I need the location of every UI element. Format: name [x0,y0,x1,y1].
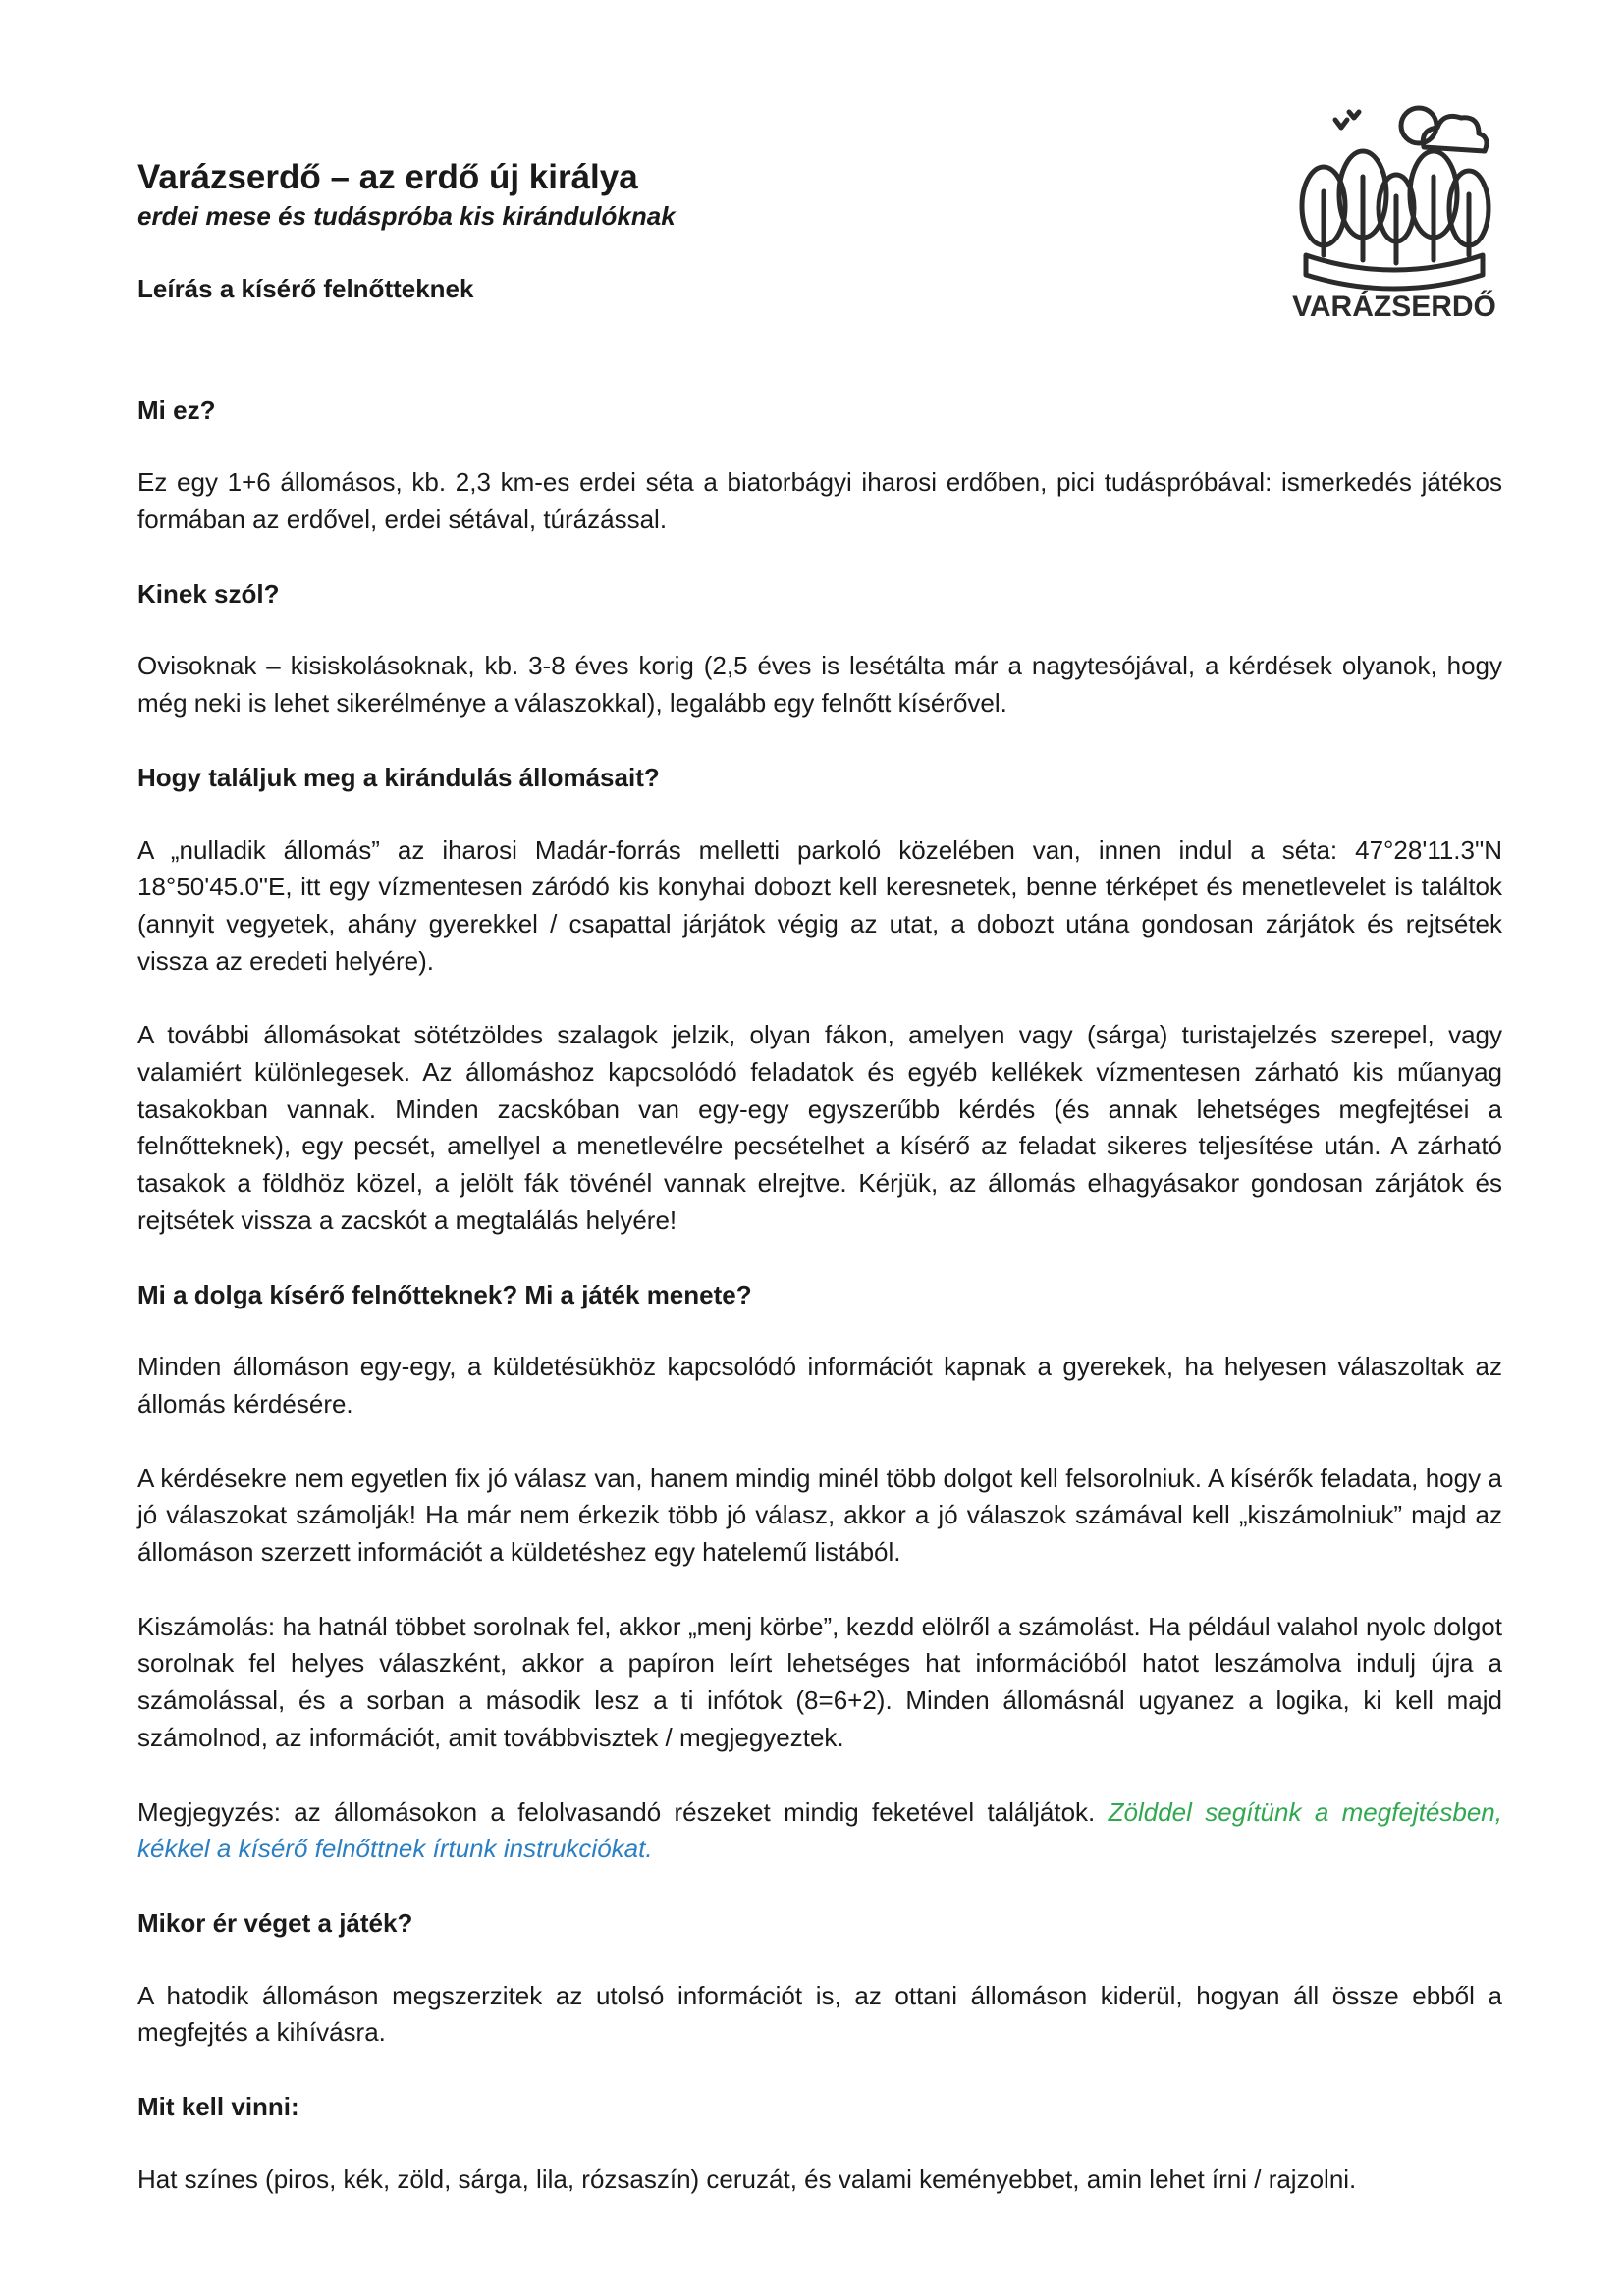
page-title: Varázserdő – az erdő új királya [137,158,638,196]
section-paragraph: Ovisoknak – kisiskolásoknak, kb. 3-8 éves korig (2,5 éves is lesétálta már a nagytesójával, a kérdések olyanok, hogy még neki is lehet sikerélménye a válaszokkal), legalább egy felnőtt kísérővel. [137,651,1502,719]
section-adult-role [137,1279,1502,1868]
section-game-end [137,1907,1502,2052]
section-heading: Hogy találjuk meg a kirándulás állomásait? [137,762,660,792]
page-subtitle: erdei mese és tudáspróba kis kirándulóknak [137,201,676,231]
section-heading: Mi ez? [137,395,216,425]
note-black-text: Megjegyzés: az állomásokon a felolvasandó részeket mindig feketével találjátok. [137,1796,1109,1827]
section-heading: Mikor ér véget a játék? [137,1907,413,1938]
section-paragraph: A további állomásokat sötétzöldes szalagok jelzik, olyan fákon, amelyen vagy (sárga) turistajelzés szerepel, vagy valamiért különlegesek. Az állomáshoz kapcsolódó feladatok és egyéb kellékek vízmentesen zárható kis műanyag tasakokban vannak. Minden zacskóban van egy-egy egyszerűbb kérdés (és annak lehetséges megfejtései a felnőtteknek), egy pecsét, amellyel a menetlevélre pecsételhet a kísérő az feladat sikeres teljesítése után. A zárható tasakok a földhöz közel, a jelölt fák tövénél vannak elrejtve. Kérjük, az állomás elhagyásakor gondosan zárjátok és rejtsétek vissza a zacskót a megtalálás helyére! [137,1020,1502,1235]
section-paragraph: Minden állomáson egy-egy, a küldetésükhöz kapcsolódó információt kapnak a gyerekek, ha helyesen válaszoltak az állomás kérdésére. [137,1352,1502,1418]
note-blue-text: kékkel a kísérő felnőttnek írtunk instrukciókat. [137,1834,653,1864]
section-heading: Mi a dolga kísérő felnőtteknek? Mi a játék menete? [137,1279,752,1309]
section-finding-stations [137,762,1502,1240]
section-paragraph: A kérdésekre nem egyetlen fix jó válasz van, hanem mindig minél több dolgot kell felsorolniuk. A kísérők feladata, hogy a jó válaszokat számolják! Ha már nem érkezik több jó válasz, akkor a jó válaszok számával kell „kiszámolniuk” majd az állomáson szerzett információt a küldetéshez egy hatelemű listából. [137,1463,1502,1568]
section-who-is-it-for [137,578,1502,722]
section-paragraph: Hat színes (piros, kék, zöld, sárga, lila, rózsaszín) ceruzát, és valami keményebbet, amin lehet írni / rajzolni. [137,2163,1357,2194]
section-paragraph: Ez egy 1+6 állomásos, kb. 2,3 km-es erdei séta a biatorbágyi iharosi erdőben, pici tudáspróbával: ismerkedés játékos formában az erdővel, erdei sétával, túrázással. [137,467,1502,534]
logo-text: VARÁZSERDŐ [1292,291,1496,323]
section-paragraph: Kiszámolás: ha hatnál többet sorolnak fel, akkor „menj körbe”, kezdd elölről a számolást. Ha például valahol nyolc dolgot sorolnak fel helyes válaszként, akkor a papíron leírt lehetséges hat információból hatot leszámolva indulj újra a számolással, és a sorban a második lesz a ti infótok (8=6+2). Minden állomásnál ugyanez a logika, ki kell majd számolnod, az információt, amit továbbvisztek / megjegyeztek. [137,1611,1502,1752]
document-page [137,157,1502,2199]
section-paragraph: A hatodik állomáson megszerzitek az utolsó információt is, az ottani állomáson kiderül, hogyan áll össze ebből a megfejtés a kihívásra. [137,1980,1502,2048]
section-what-to-bring [137,2091,1502,2198]
section-paragraph: A „nulladik állomás” az iharosi Madár-forrás melletti parkoló közelében van, innen indul a séta: 47°28'11.3"N 18°50'45.0"E, itt egy vízmentesen záródó kis konyhai dobozt kell keresnetek, benne térképet és menetlevelet is találtok (annyit vegyetek, ahány gyerekkel / csapattal járjátok végig az utat, a dobozt utána gondosan zárjátok és rejtsétek vissza az eredeti helyére). [137,834,1502,976]
note-green-text: Zölddel segítünk a megfejtésben, [1108,1796,1502,1827]
intro-heading: Leírás a kísérő felnőtteknek [137,273,474,303]
section-heading: Mit kell vinni: [137,2092,299,2122]
section-heading: Kinek szól? [137,578,280,609]
color-note [137,1794,1502,1868]
section-what-is-it [137,395,1502,539]
